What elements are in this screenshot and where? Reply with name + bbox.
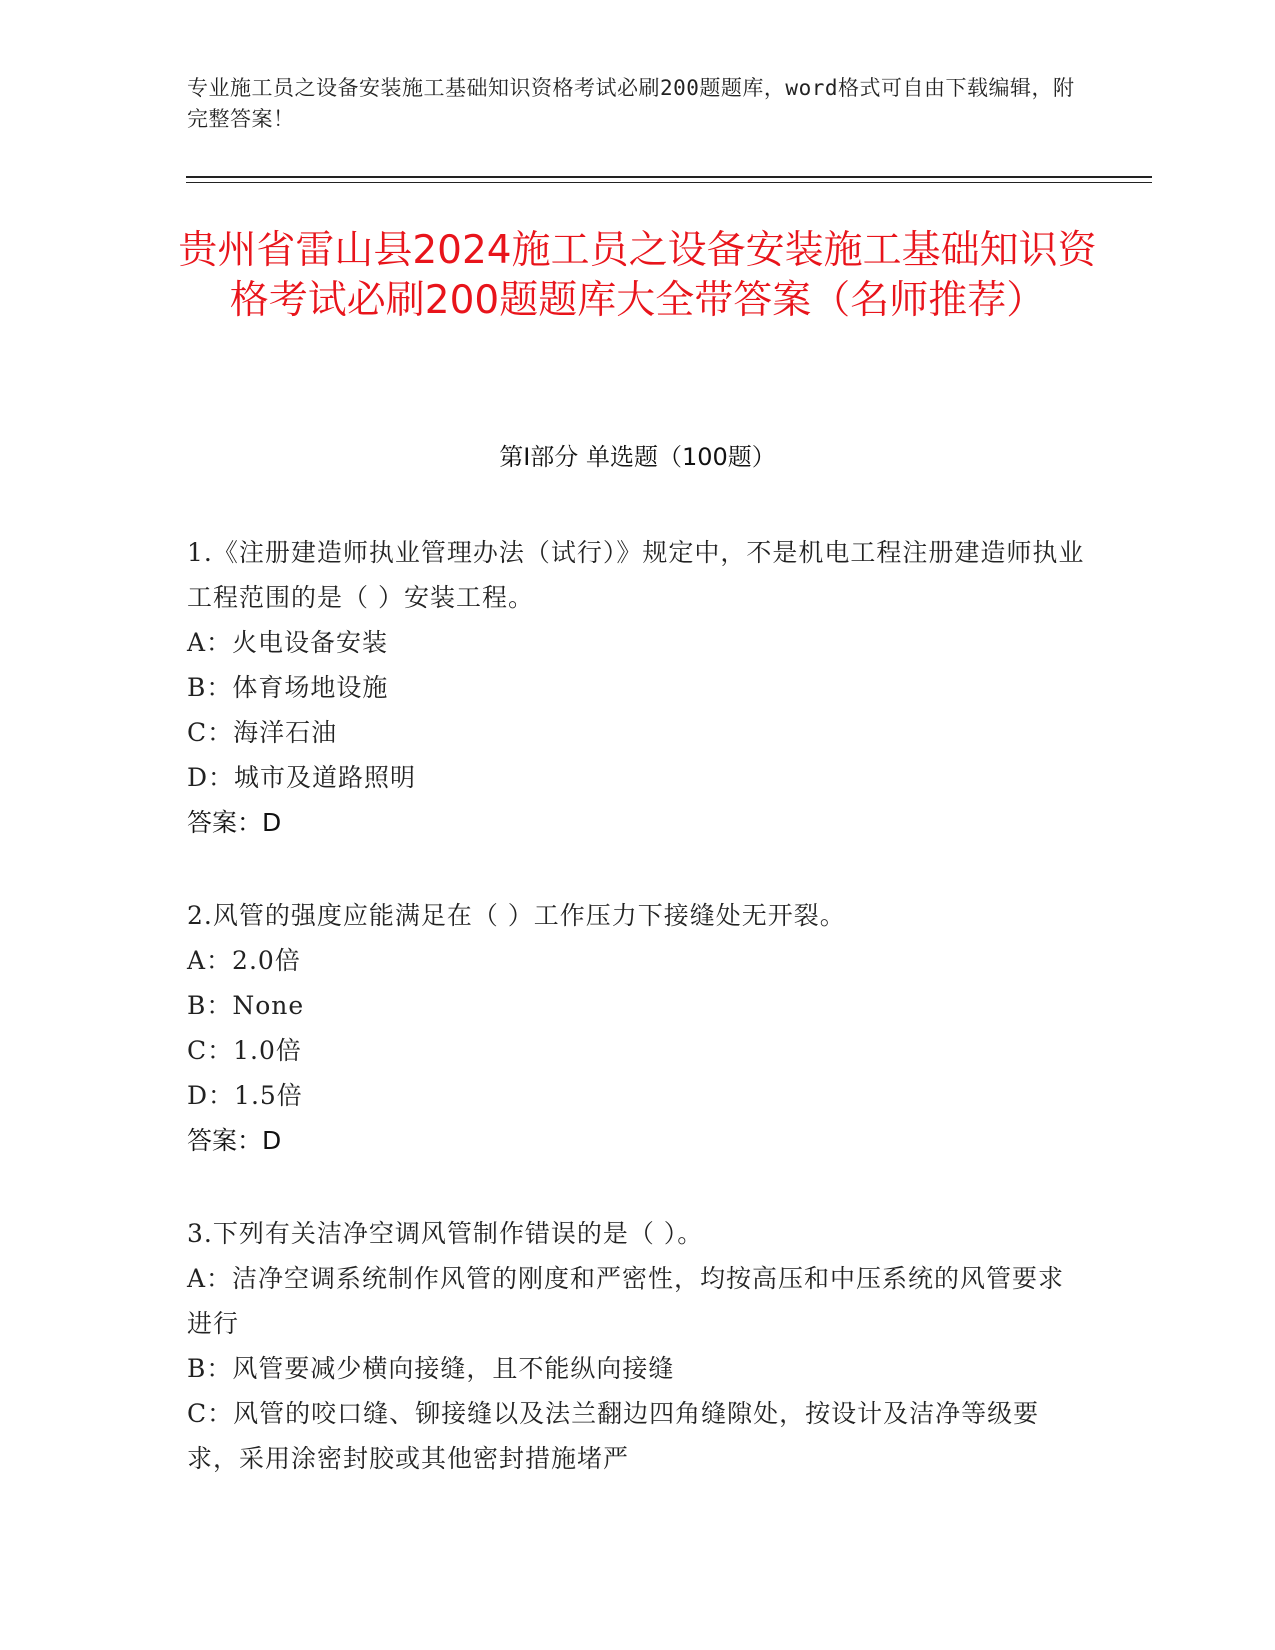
question-stem: 1.《注册建造师执业管理办法（试行）》规定中，不是机电工程注册建造师执业工程范围的是（ ）安装工程。 [187, 538, 1085, 612]
header-rule-thin [186, 182, 1152, 183]
option-a: A：火电设备安装 [187, 628, 389, 657]
option-b: B：风管要减少横向接缝，且不能纵向接缝 [187, 1354, 675, 1383]
question-list [187, 530, 1087, 1529]
option-d: D：1.5倍 [187, 1081, 303, 1110]
option-b: B：None [187, 991, 305, 1020]
question-stem: 2.风管的强度应能满足在（ ）工作压力下接缝处无开裂。 [187, 901, 846, 930]
question-stem: 3.下列有关洁净空调风管制作错误的是（ ）。 [187, 1219, 704, 1248]
section-heading: 第Ⅰ部分 单选题（100题） [499, 443, 776, 471]
option-c: C：1.0倍 [187, 1036, 302, 1065]
option-d: D：城市及道路照明 [187, 763, 417, 792]
document-title: 贵州省雷山县2024施工员之设备安装施工基础知识资格考试必刷200题题库大全带答案（名师推荐） [178, 228, 1097, 323]
header-note: 专业施工员之设备安装施工基础知识资格考试必刷200题题库，word格式可自由下载编辑，附完整答案！ [187, 76, 1075, 131]
answer-line: 答案：D [187, 1126, 282, 1155]
option-b: B：体育场地设施 [187, 673, 389, 702]
header-rule-thick [186, 176, 1152, 178]
option-a: A：2.0倍 [187, 946, 301, 975]
question-2 [187, 893, 1087, 1163]
question-1 [187, 530, 1087, 845]
option-a: A：洁净空调系统制作风管的刚度和严密性，均按高压和中压系统的风管要求进行 [187, 1264, 1065, 1338]
option-c: C：海洋石油 [187, 718, 338, 747]
question-3 [187, 1211, 1087, 1481]
answer-line: 答案：D [187, 808, 282, 837]
option-c: C：风管的咬口缝、铆接缝以及法兰翻边四角缝隙处，按设计及洁净等级要求，采用涂密封胶或其他密封措施堵严 [187, 1399, 1040, 1473]
